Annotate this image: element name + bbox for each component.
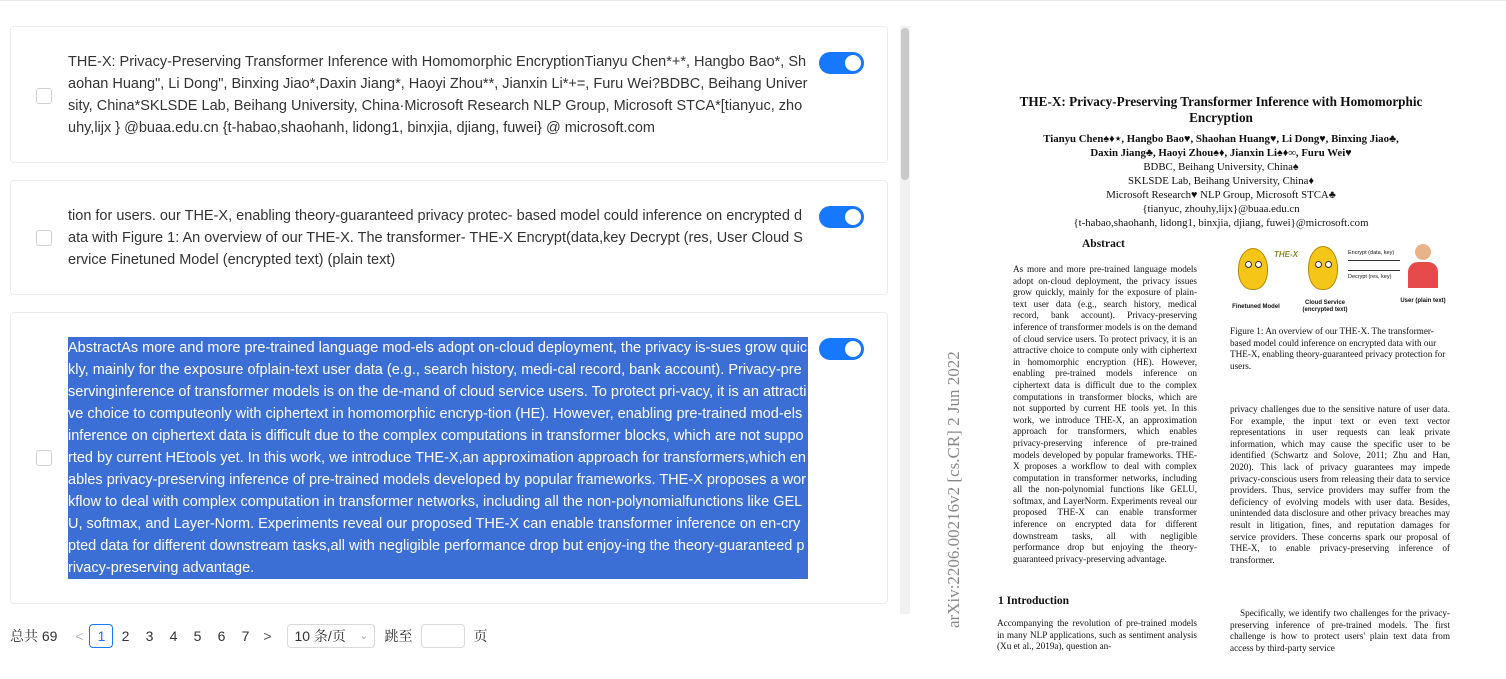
arxiv-id: arXiv:2206.00216v2 [cs.CR] 2 Jun 2022 [944,351,963,628]
page-4[interactable]: 4 [169,628,178,644]
figure-label-decrypt: Decrypt (res, key) [1348,274,1392,280]
figure-label-thex: THE-X [1274,250,1298,259]
list-item [10,312,888,604]
list-item [10,180,888,295]
paper-authors [1009,132,1433,230]
authors-line-1: Tianyu Chen♠♦⋆, Hangbo Bao♥, Shaohan Huang♥, Li Dong♥, Binxing Jiao♣, [1043,133,1399,145]
top-divider [0,0,1506,1]
toggle-knob [845,341,861,357]
next-page-icon[interactable]: > [263,628,272,644]
finetuned-model-icon [1238,248,1268,290]
page-7[interactable]: 7 [241,628,250,644]
encrypt-arrow [1348,260,1400,261]
figure-caption: Figure 1: An overview of our THE-X. The transformer-based model could inference on encrypted data with our THE-X, enabling theory-guaranteed privacy protection for users. [1230,326,1446,371]
jump-input[interactable] [421,624,465,648]
item-text: tion for users. our THE-X, enabling theory-guaranteed privacy protec- based model could inference on encrypted data with Figure 1: An overview of our THE-X. The transformer- THE-X Encrypt(data,key Decrypt (res, User Cloud Service Finetuned Model (encrypted text) (plain text) [68,208,803,268]
item-text: THE-X: Privacy-Preserving Transformer Inference with Homomorphic EncryptionTianyu Chen*+*, Hangbo Bao*, Shaohan Huang", Li Dong", Binxing Jiao*,Daxin Jiang*, Haoyi Zhou**, Jianxin Li*+=, Furu Wei?BDBC, Beihang University, China*SKLSDE Lab, Beihang University, China·Microsoft Research NLP Group, Microsoft STCA*[tianyuc, zhouhy,lijx } @buaa.edu.cn {t-habao,shaohanh, lidong1, binxjia, djiang, fuwei} @ microsoft.com [68,54,808,136]
jump-label: 跳至 [384,628,413,644]
item-toggle[interactable] [819,206,864,228]
chevron-down-icon: ⌄ [359,630,369,642]
page-size-value: 10 条/页 [294,628,346,644]
item-checkbox[interactable] [36,88,52,104]
right-column-para-1: privacy challenges due to the sensitive nature of user data. For example, the input text or even text vector representations in user requests can leak private information, which may cause the specific user to be identified (Schwartz and Solove, 2011; Zhu and Han, 2020). This lack of privacy guarantees may impede privacy-conscious users from releasing their data to service providers. Thus, service providers may suffer from the deficiency of evolving models with user data. Besides, unintended data disclosure and other privacy breaches may result in litigation, fines, and reputation damages for service providers. These concerns spark our proposal of THE-X, to enable privacy-preserving inference of transformer. [1230,404,1450,565]
page-5[interactable]: 5 [193,628,202,644]
figure-label-encrypt: Encrypt (data, key) [1348,250,1395,256]
email-2: {t-habao,shaohanh, lidong1, binxjia, djiang, fuwei}@microsoft.com [1073,217,1369,229]
figure-1 [1228,238,1450,318]
affiliation-3: Microsoft Research♥ NLP Group, Microsoft STCA♣ [1106,189,1336,201]
item-text-selected: AbstractAs more and more pre-trained language mod-els adopt on-cloud deployment, the privacy is-sues grow quickly, mainly for the exposure ofplain-text user data (e.g., search history, medi-cal record, bank account). Privacy-preservinginference of transformer models is on the de-mand of cloud service users. To protect pri-vacy, it is an attractive choice to computeonly with ciphertext in homomorphic encryp-tion (HE). However, enabling pre-trained mod-els inference on ciphertext data is difficult due to the complex computations in transformer blocks, which are not supported by current HEtools yet. In this work, we introduce THE-X,an approximation approach for transformers,which enables privacy-preserving inference of pre-trained models developed by popular frameworks. THE-X proposes a workflow to deal with complex computation in transformer networks, including all the non-polynomialfunctions like GELU, softmax, and Layer-Norm. Experiments reveal our proposed THE-X can enable transformer inference on en-crypted data for different downstream tasks,all with negligible performance drop but enjoy-ing the theory-guaranteed privacy-preserving advantage. [68,337,808,579]
total-count: 总共 69 [10,628,58,644]
page-6[interactable]: 6 [217,628,226,644]
abstract-text: As more and more pre-trained language models adopt on-cloud deployment, the privacy issues grow quickly, mainly for the exposure of plain-text user data (e.g., search history, medical record, bank account). Privacy-preserving inference of transformer models is on the demand of cloud service users. To protect privacy, it is an attractive choice to compute only with ciphertext in homomorphic encryption (HE). However, enabling pre-trained models inference on ciphertext data is difficult due to the complex computations in transformer blocks, which are not supported by current HE tools yet. In this work, we introduce THE-X, an approximation approach for transformers, which enables privacy-preserving inference of pre-trained models developed by popular frameworks. THE-X proposes a workflow to deal with complex computation in transformer networks, including all the non-polynomial functions like GELU, softmax, and LayerNorm. Experiments reveal our proposed THE-X can enable transformer inference on encrypted data for different downstream tasks, all with negligible performance drop but enjoying the theory-guaranteed privacy-preserving advantage. [1013,264,1197,564]
item-checkbox[interactable] [36,230,52,246]
figure-label-cloud: Cloud Service (encrypted text) [1302,300,1348,313]
paper-preview [914,2,1506,679]
cloud-service-icon [1308,246,1338,290]
figure-label-finetuned: Finetuned Model [1232,304,1280,310]
introduction-heading: 1 Introduction [998,595,1070,607]
page-2[interactable]: 2 [121,628,130,644]
paper-title: THE-X: Privacy-Preserving Transformer Inference with Homomorphic Encryption [1019,94,1423,125]
page-3[interactable]: 3 [145,628,154,644]
email-1: {tianyuc, zhouhy,lijx}@buaa.edu.cn [1142,203,1300,215]
result-list [0,2,912,614]
toggle-knob [845,55,861,71]
prev-page-icon[interactable]: < [75,628,84,644]
page-1[interactable]: 1 [89,624,113,648]
affiliation-2: SKLSDE Lab, Beihang University, China♦ [1128,175,1314,187]
abstract-heading: Abstract [1082,238,1125,250]
toggle-knob [845,209,861,225]
pagination [10,623,487,649]
item-toggle[interactable] [819,338,864,360]
decrypt-arrow [1348,270,1400,271]
introduction-text: Accompanying the revolution of pre-trained models in many NLP applications, such as sentiment analysis (Xu et al., 2019a), question an- [997,618,1197,652]
affiliation-1: BDBC, Beihang University, China♠ [1143,161,1299,173]
page-size-select[interactable] [287,624,375,648]
user-icon [1408,244,1438,290]
figure-label-user: User (plain text) [1400,298,1446,304]
item-toggle[interactable] [819,52,864,74]
item-checkbox[interactable] [36,450,52,466]
page-unit-label: 页 [473,628,488,644]
list-item [10,26,888,163]
list-scrollbar-thumb[interactable] [901,28,909,180]
authors-line-2: Daxin Jiang♣, Haoyi Zhou♠♦, Jianxin Li♠♦∞, Furu Wei♥ [1090,147,1352,159]
right-column-para-2: Specifically, we identify two challenges for the privacy-preserving inference of pre-trained models. The first challenge is how to protect users' plain text data from access by third-party service [1230,608,1450,653]
